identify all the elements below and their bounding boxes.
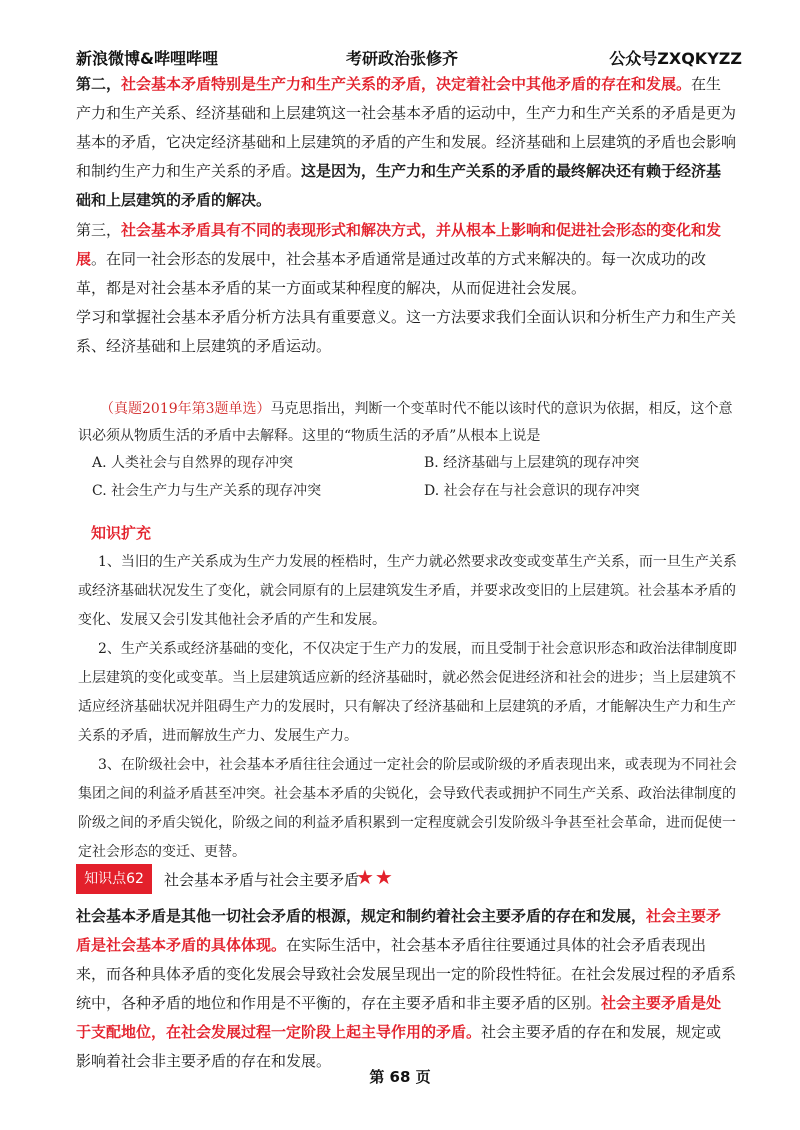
paragraph-significance bbox=[76, 303, 736, 361]
exam-question bbox=[78, 396, 738, 506]
para5-body-1: 在实际生活中，社会基本矛盾往往要通过具体的社会矛盾表现出来，而各种具体矛盾的变化发展会导致社会发展呈现出一定的阶段性特征。在社会发展过程的矛盾系统中，各种矛盾的地位和作用是不平衡的，存在主要矛盾和非主要矛盾的区别。 bbox=[76, 936, 737, 1012]
options-row-2 bbox=[78, 478, 738, 506]
options-row-1 bbox=[78, 450, 738, 478]
option-b: B. 经济基础与上层建筑的现存冲突 bbox=[424, 455, 640, 471]
header-wechat-account: 公众号ZXQKYZZ bbox=[609, 49, 742, 68]
extension-item: 1、当旧的生产关系成为生产力发展的桎梏时，生产力就必然要求改变或变革生产关系，而一旦生产关系或经济基础状况发生了变化，就会同原有的上层建筑发生矛盾，并要求改变旧的上层建筑。社会基本矛盾的变化、发展又会引发其他社会矛盾的产生和发展。 bbox=[78, 554, 737, 628]
para4-text: 学习和掌握社会基本矛盾分析方法具有重要意义。这一方法要求我们全面认识和分析生产力和生产关系、经济基础和上层建筑的矛盾运动。 bbox=[76, 308, 737, 355]
para5-body-2: 社会主要矛盾的存在和发展，规定或影响着社会非主要矛盾的存在和发展。 bbox=[76, 1023, 722, 1070]
question-text: 马克思指出，判断一个变革时代不能以该时代的意识为依据，相反，这个意识必须从物质生活的矛盾中去解释。这里的“物质生活的矛盾”从根本上说是 bbox=[78, 401, 733, 444]
para2-lead: 第二， bbox=[76, 75, 122, 93]
question-source: （真题2019年第3题单选） bbox=[100, 401, 271, 417]
para3-highlight: 社会基本矛盾具有不同的表现形式和解决方式，并从根本上影响和促进社会形态的变化和发展 bbox=[76, 221, 722, 268]
knowledge-point-heading bbox=[76, 864, 736, 894]
para2-body: 在生产力和生产关系、经济基础和上层建筑这一社会基本矛盾的运动中，生产力和生产关系的矛盾是更为基本的矛盾，它决定经济基础和上层建筑的矛盾的产生和发展。经济基础和上层建筑的矛盾也会影响和制约生产力和生产关系的矛盾。 bbox=[76, 75, 737, 180]
knowledge-extension-body bbox=[78, 548, 744, 867]
paragraph-third-point bbox=[76, 216, 736, 303]
knowledge-point-title: 社会基本矛盾与社会主要矛盾 bbox=[164, 871, 360, 889]
option-a: A. 人类社会与自然界的现存冲突 bbox=[92, 455, 294, 471]
question-stem bbox=[78, 396, 738, 450]
importance-stars-icon: ★★ bbox=[356, 865, 394, 889]
page-number: 第 68 页 bbox=[369, 1068, 431, 1086]
option-c: C. 社会生产力与生产关系的现存冲突 bbox=[92, 483, 322, 499]
knowledge-point-badge: 知识点62 bbox=[76, 864, 152, 894]
para2-bold: 这是因为，生产力和生产关系的矛盾的最终解决还有赖于经济基础和上层建筑的矛盾的解决。 bbox=[76, 162, 722, 209]
para5-highlight-1: 社会主要矛盾是社会基本矛盾的具体体现。 bbox=[76, 907, 722, 954]
para5-bold: 社会基本矛盾是其他一切社会矛盾的根源，规定和制约着社会主要矛盾的存在和发展， bbox=[76, 907, 647, 925]
knowledge-extension-title: 知识扩充 bbox=[91, 524, 152, 542]
extension-item: 3、在阶级社会中，社会基本矛盾往往会通过一定社会的阶层或阶级的矛盾表现出来，或表现为不同社会集团之间的利益矛盾甚至冲突。社会基本矛盾的尖锐化，会导致代表或拥护不同生产关系、政治法律制度的阶级之间的矛盾尖锐化，阶级之间的利益矛盾积累到一定程度就会引发阶级斗争甚至社会革命，进而促使一定社会形态的变迁、更替。 bbox=[78, 757, 737, 860]
header-author: 考研政治张修齐 bbox=[346, 49, 459, 68]
para2-highlight: 社会基本矛盾特别是生产力和生产关系的矛盾，决定着社会中其他矛盾的存在和发展。 bbox=[121, 75, 692, 93]
option-d: D. 社会存在与社会意识的现存冲突 bbox=[424, 483, 640, 499]
para5-highlight-2: 社会主要矛盾是处于支配地位，在社会发展过程一定阶段上起主导作用的矛盾。 bbox=[76, 994, 722, 1041]
paragraph-second-point bbox=[76, 70, 736, 215]
para3-lead: 第三， bbox=[76, 221, 122, 239]
page-header bbox=[76, 46, 742, 68]
header-weibo-bilibili: 新浪微博&哔哩哔哩 bbox=[76, 49, 218, 68]
para3-body: 。在同一社会形态的发展中，社会基本矛盾通常是通过改革的方式来解决的。每一次成功的改革，都是对社会基本矛盾的某一方面或某种程度的解决，从而促进社会发展。 bbox=[76, 250, 707, 297]
extension-item: 2、生产关系或经济基础的变化，不仅决定于生产力的发展，而且受制于社会意识形态和政治法律制度即上层建筑的变化或变革。当上层建筑适应新的经济基础时，就必然会促进经济和社会的进步；当上层建筑不适应经济基础状况并阻碍生产力的发展时，只有解决了经济基础和上层建筑的矛盾，才能解决生产力和生产关系的矛盾，进而解放生产力、发展生产力。 bbox=[78, 641, 737, 744]
paragraph-main-contradiction bbox=[76, 902, 736, 1076]
